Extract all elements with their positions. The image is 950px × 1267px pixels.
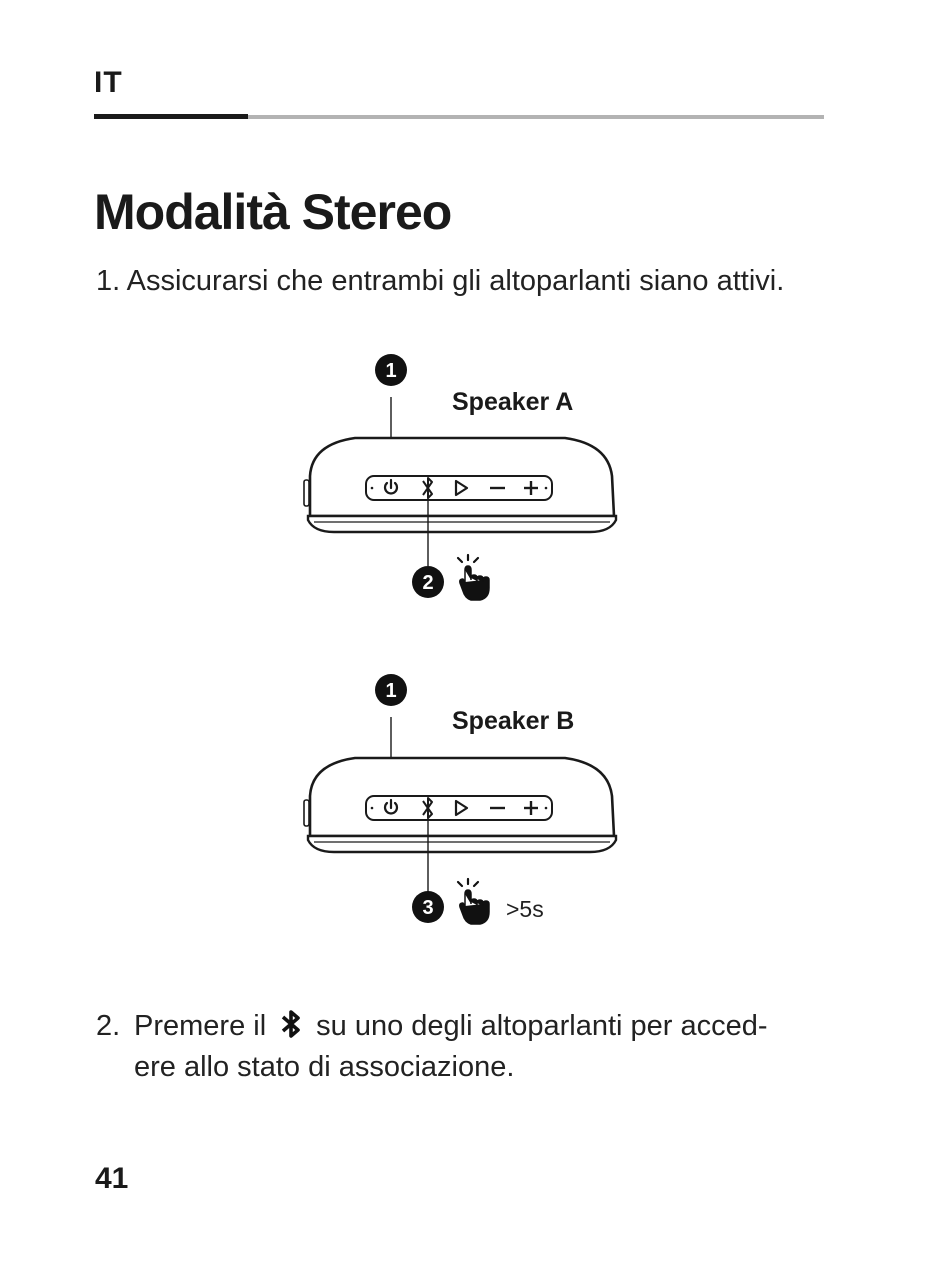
callout-3-number: 3 [422,897,434,919]
speaker-a-group [304,354,616,600]
speaker-b-group [304,674,616,924]
page-title: Modalità Stereo [94,184,452,240]
press-hand-icon [458,879,489,924]
callout-1-number: 1 [385,680,397,702]
step-2-text-line2: ere allo stato di associazione. [134,1051,515,1083]
step-1-text: 1. Assicurarsi che entrambi gli altoparlanti siano attivi. [96,265,785,297]
step-2-text [96,1006,836,1088]
page-number: 41 [95,1162,129,1195]
hold-duration: >5s [506,896,544,922]
speaker-b-device [304,758,616,852]
step-2-text-before: Premere il [134,1010,267,1042]
step-2-number: 2. [96,1010,121,1042]
speaker-a-device [304,438,616,532]
language-code: IT [94,66,123,99]
speaker-b-label: Speaker B [452,707,575,735]
callout-2-number: 2 [422,572,434,594]
bluetooth-icon [280,1010,302,1038]
callout-1-number: 1 [385,360,397,382]
step-2-text-after: su uno degli altoparlanti per acced- [316,1010,768,1042]
speaker-a-label: Speaker A [452,388,574,416]
press-hand-icon [458,555,489,600]
